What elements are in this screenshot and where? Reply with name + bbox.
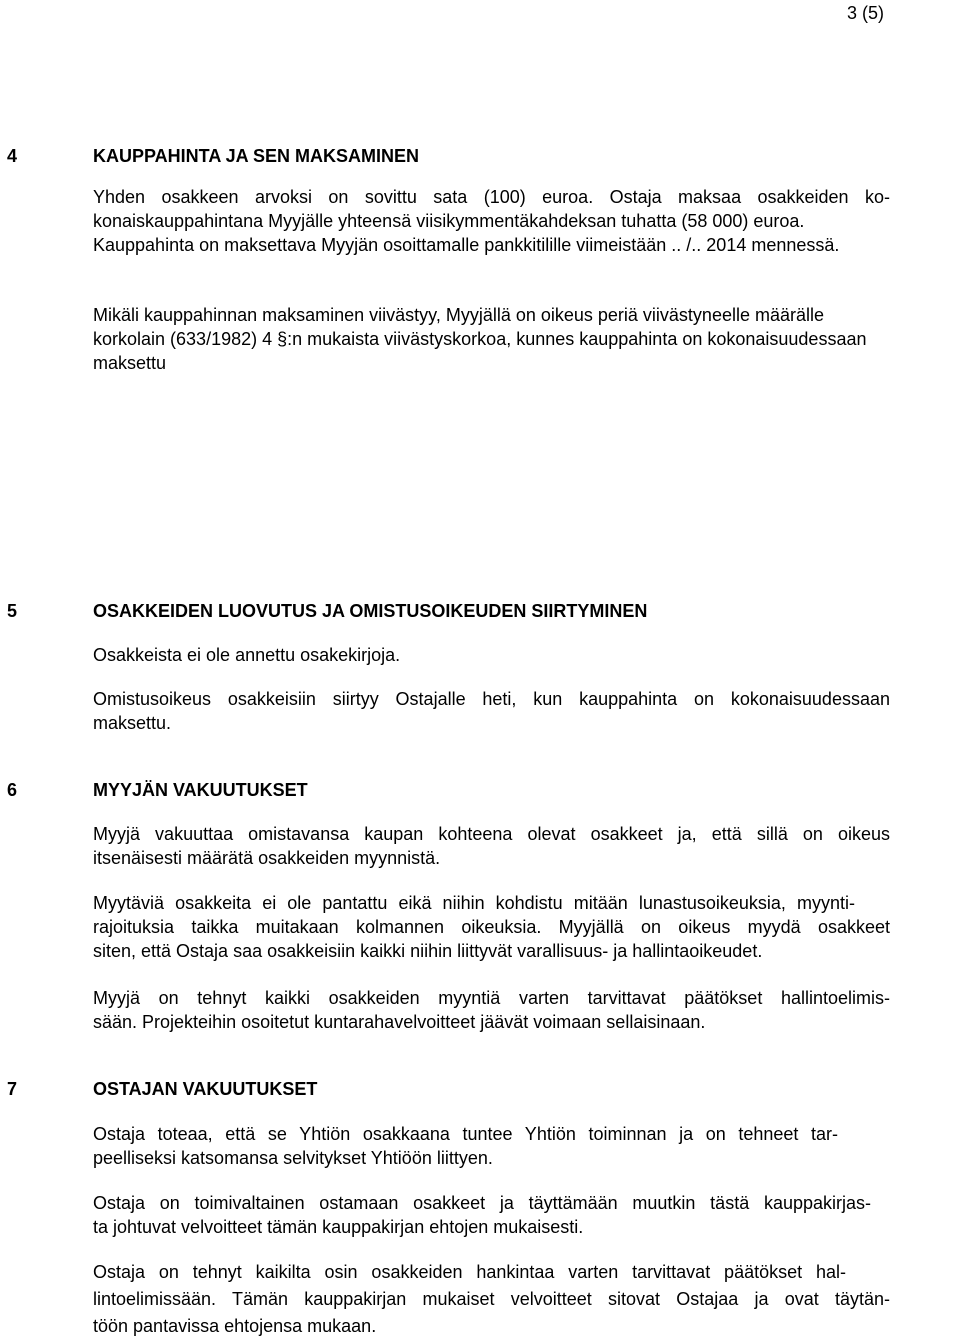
text-line: Yhden osakkeen arvoksi on sovittu sata (100) euroa. Ostaja maksaa osakkeiden ko- — [93, 187, 890, 207]
text-line: lintoelimissään. Tämän kauppakirjan mukaiset velvoitteet sitovat Ostajaa ja ovat täytän- — [93, 1289, 890, 1309]
section-heading-7 — [7, 1077, 317, 1101]
section-number: 5 — [7, 601, 18, 621]
text-line: itsenäisesti määrätä osakkeiden myynnistä. — [93, 848, 441, 868]
paragraph — [93, 687, 890, 735]
text-line: peelliseksi katsomansa selvitykset Yhtiöön liittyen. — [93, 1148, 493, 1168]
section-number: 6 — [7, 780, 18, 800]
section-number: 7 — [7, 1079, 18, 1099]
text-line: maksettu. — [93, 713, 172, 733]
section-number: 4 — [7, 146, 18, 166]
paragraph — [93, 986, 890, 1034]
paragraph — [93, 822, 890, 870]
text-line: konaiskauppahintana Myyjälle yhteensä viisikymmentäkahdeksan tuhatta (58 000) euroa. — [93, 211, 805, 231]
text-line: rajoituksia taikka muitakaan kolmannen oikeuksia. Myyjällä on oikeus myydä osakkeet — [93, 917, 890, 937]
text-line: siten, että Ostaja saa osakkeisiin kaikki niihin liittyvät varallisuus- ja hallintaoikeudet. — [93, 941, 763, 961]
section-heading-4 — [7, 144, 419, 168]
text-line: Omistusoikeus osakkeisiin siirtyy Ostajalle heti, kun kauppahinta on kokonaisuudessaan — [93, 689, 890, 709]
paragraph — [93, 1260, 890, 1338]
text-line: Ostaja on toimivaltainen ostamaan osakkeet ja täyttämään muutkin tästä kauppakirjas- — [93, 1193, 871, 1213]
section-title: OSTAJAN VAKUUTUKSET — [93, 1079, 318, 1099]
page-number: 3 (5) — [846, 3, 884, 23]
text-line: Osakkeista ei ole annettu osakekirjoja. — [93, 645, 401, 665]
text-line: Myytäviä osakkeita ei ole pantattu eikä niihin kohdistu mitään lunastusoikeuksia, myynti- — [93, 893, 855, 913]
section-title: KAUPPAHINTA JA SEN MAKSAMINEN — [93, 146, 420, 166]
section-heading-6 — [7, 778, 308, 802]
section-title: OSAKKEIDEN LUOVUTUS JA OMISTUSOIKEUDEN SIIRTYMINEN — [93, 601, 648, 621]
paragraph — [93, 891, 890, 963]
text-line: Mikäli kauppahinnan maksaminen viivästyy, Myyjällä on oikeus periä viivästyneelle määrälle — [93, 305, 825, 325]
text-line: korkolain (633/1982) 4 §:n mukaista viivästyskorkoa, kunnes kauppahinta on kokonaisuudessaan — [93, 329, 867, 349]
text-line: sään. Projekteihin osoitetut kuntarahavelvoitteet jäävät voimaan sellaisinaan. — [93, 1012, 706, 1032]
text-line: Myyjä on tehnyt kaikki osakkeiden myyntiä varten tarvittavat päätökset hallintoelimis- — [93, 988, 890, 1008]
text-line: Ostaja on tehnyt kaikilta osin osakkeiden hankintaa varten tarvittavat päätökset hal- — [93, 1262, 846, 1282]
text-line: Myyjä vakuuttaa omistavansa kaupan kohteena olevat osakkeet ja, että sillä on oikeus — [93, 824, 890, 844]
section-heading-5 — [7, 599, 647, 623]
paragraph — [93, 1122, 838, 1170]
paragraph — [93, 1191, 871, 1239]
paragraph — [93, 643, 400, 667]
section-title: MYYJÄN VAKUUTUKSET — [93, 780, 308, 800]
text-line: Kauppahinta on maksettava Myyjän osoittamalle pankkitilille viimeistään .. /.. 2014 mennessä. — [93, 235, 840, 255]
text-line: Ostaja toteaa, että se Yhtiön osakkaana tuntee Yhtiön toiminnan ja on tehneet tar- — [93, 1124, 838, 1144]
text-line: ta johtuvat velvoitteet tämän kauppakirjan ehtojen mukaisesti. — [93, 1217, 584, 1237]
text-line: maksettu — [93, 353, 167, 373]
paragraph — [93, 303, 866, 375]
text-line: töön pantavissa ehtojensa mukaan. — [93, 1316, 377, 1336]
paragraph — [93, 185, 890, 257]
